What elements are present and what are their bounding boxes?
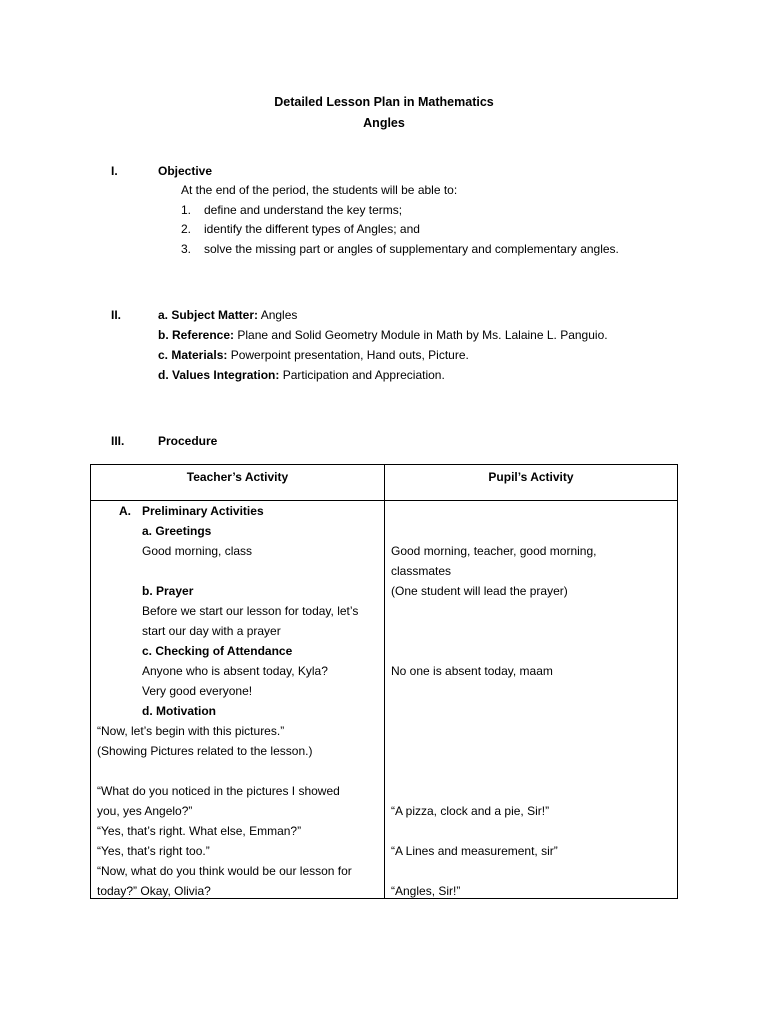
- section-number-subject: II.: [111, 308, 122, 322]
- teacher-line: “Now, what do you think would be our lesson for: [97, 864, 352, 878]
- section-number-procedure: III.: [111, 434, 125, 448]
- materials-label: c. Materials:: [158, 348, 228, 362]
- table-header-row: [91, 465, 678, 501]
- section-number-objective: I.: [111, 164, 118, 178]
- subject-matter-line: [158, 308, 297, 322]
- pupil-activity-cell: [385, 501, 678, 899]
- prayer-heading: b. Prayer: [142, 584, 194, 598]
- motivation-heading: d. Motivation: [142, 704, 216, 718]
- objective-item-number: 2.: [181, 222, 192, 236]
- procedure-heading: Procedure: [158, 434, 218, 448]
- pupil-activity-header: Pupil’s Activity: [385, 465, 678, 501]
- attendance-heading: c. Checking of Attendance: [142, 644, 293, 658]
- section-letter: A.: [119, 504, 131, 518]
- pupil-line: “A pizza, clock and a pie, Sir!”: [391, 804, 550, 818]
- table-row: [91, 501, 678, 899]
- teacher-line: Good morning, class: [142, 544, 253, 558]
- objective-item-number: 3.: [181, 242, 192, 256]
- teacher-line: “Yes, that’s right. What else, Emman?”: [97, 824, 302, 838]
- subject-matter-value: Angles: [258, 308, 298, 322]
- subject-matter-label: a. Subject Matter:: [158, 308, 259, 322]
- objective-item: solve the missing part or angles of supplementary and complementary angles.: [204, 242, 619, 256]
- pupil-line: (One student will lead the prayer): [391, 584, 568, 598]
- teacher-activity-header: Teacher’s Activity: [91, 465, 385, 501]
- teacher-line: “Now, let’s begin with this pictures.”: [97, 724, 285, 738]
- teacher-line: Anyone who is absent today, Kyla?: [142, 664, 328, 678]
- materials-line: [158, 348, 469, 362]
- teacher-line: Very good everyone!: [142, 684, 253, 698]
- teacher-line: today?” Okay, Olivia?: [97, 884, 211, 898]
- reference-value: Plane and Solid Geometry Module in Math by Ms. Lalaine L. Panguio.: [234, 328, 608, 342]
- values-integration-label: d. Values Integration:: [158, 368, 280, 382]
- pupil-line: Good morning, teacher, good morning,: [391, 544, 597, 558]
- preliminary-activities-heading: Preliminary Activities: [142, 504, 264, 518]
- reference-label: b. Reference:: [158, 328, 235, 342]
- pupil-line: classmates: [391, 564, 452, 578]
- teacher-line: Before we start our lesson for today, let’s: [142, 604, 359, 618]
- values-integration-line: [158, 368, 445, 382]
- teacher-activity-cell: [91, 501, 385, 899]
- document-subtitle: Angles: [363, 116, 405, 130]
- values-integration-value: Participation and Appreciation.: [279, 368, 445, 382]
- document-title: Detailed Lesson Plan in Mathematics: [274, 95, 494, 109]
- teacher-line: you, yes Angelo?”: [97, 804, 193, 818]
- objective-heading: Objective: [158, 164, 213, 178]
- pupil-line: No one is absent today, maam: [391, 664, 553, 678]
- materials-value: Powerpoint presentation, Hand outs, Picture.: [227, 348, 469, 362]
- teacher-line: “What do you noticed in the pictures I showed: [97, 784, 340, 798]
- objective-item: identify the different types of Angles; and: [204, 222, 420, 236]
- teacher-line: “Yes, that’s right too.”: [97, 844, 210, 858]
- teacher-line: (Showing Pictures related to the lesson.): [97, 744, 313, 758]
- pupil-line: “A Lines and measurement, sir”: [391, 844, 558, 858]
- objective-item: define and understand the key terms;: [204, 203, 403, 217]
- reference-line: [158, 328, 608, 342]
- objective-item-number: 1.: [181, 203, 192, 217]
- procedure-table: [90, 464, 678, 899]
- greetings-heading: a. Greetings: [142, 524, 212, 538]
- teacher-line: start our day with a prayer: [142, 624, 281, 638]
- objective-intro: At the end of the period, the students will be able to:: [181, 183, 458, 197]
- pupil-line: “Angles, Sir!”: [391, 884, 461, 898]
